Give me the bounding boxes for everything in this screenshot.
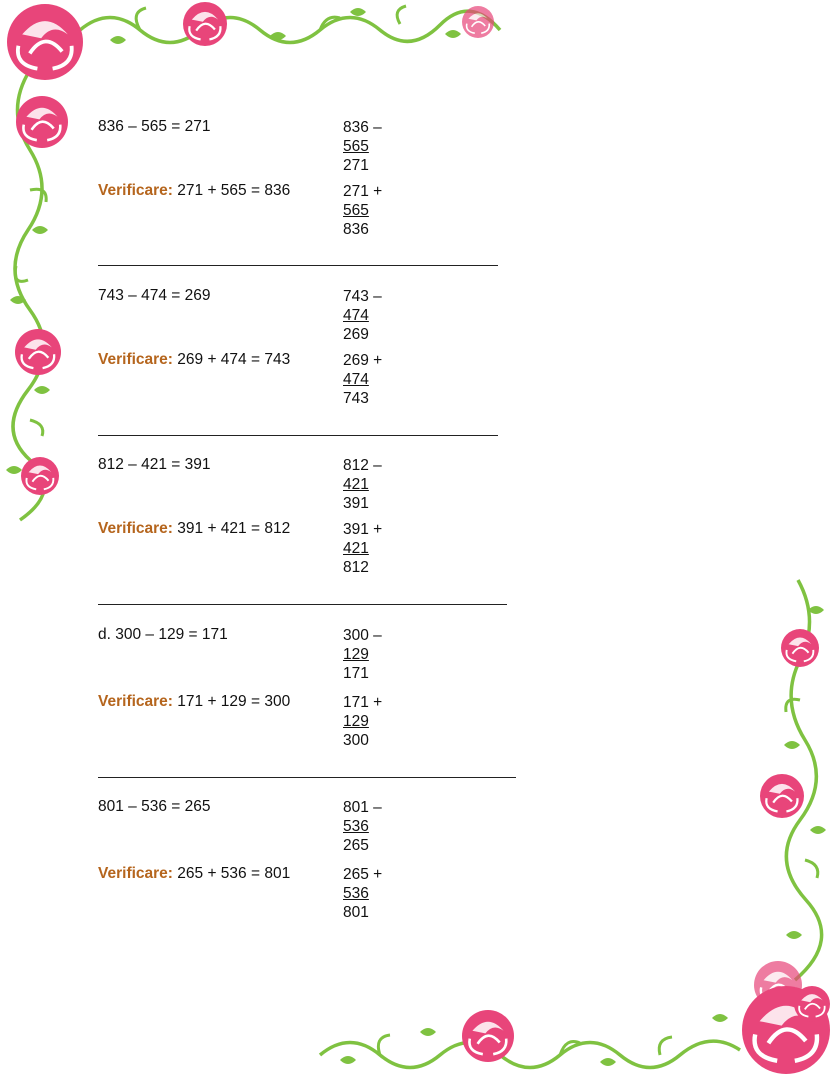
verification-equation: 265 + 536 = 801 xyxy=(177,865,291,882)
difference: 171 xyxy=(343,665,369,682)
subtrahend: 474 xyxy=(343,307,369,324)
sum: 801 xyxy=(343,904,369,921)
difference: 269 xyxy=(343,326,369,343)
verification-equation: 171 + 129 = 300 xyxy=(177,693,291,710)
equation: 812 – 421 = 391 xyxy=(98,456,211,473)
minuend: 812 – xyxy=(343,457,382,474)
subtraction-column xyxy=(343,287,382,344)
equation: 743 – 474 = 269 xyxy=(98,287,211,304)
difference: 265 xyxy=(343,837,369,854)
separator-line xyxy=(98,435,498,436)
verification xyxy=(98,865,290,883)
verification-label: Verificare: xyxy=(98,865,173,882)
equation: d. 300 – 129 = 171 xyxy=(98,626,228,643)
subtrahend: 129 xyxy=(343,646,369,663)
addition-column xyxy=(343,520,382,577)
sum: 300 xyxy=(343,732,369,749)
subtrahend: 536 xyxy=(343,818,369,835)
subtraction-column xyxy=(343,456,382,513)
separator-line xyxy=(98,604,507,605)
minuend: 801 – xyxy=(343,799,382,816)
separator-line xyxy=(98,777,516,778)
addend: 271 + xyxy=(343,183,383,200)
subtraction-column xyxy=(343,626,382,683)
subtrahend: 565 xyxy=(343,138,369,155)
addend-underlined: 536 xyxy=(343,885,369,902)
addend: 265 + xyxy=(343,866,383,883)
equation: 801 – 536 = 265 xyxy=(98,798,211,815)
verification-label: Verificare: xyxy=(98,693,173,710)
addend-underlined: 474 xyxy=(343,371,369,388)
minuend: 743 – xyxy=(343,288,382,305)
addend-underlined: 129 xyxy=(343,713,369,730)
difference: 391 xyxy=(343,495,369,512)
subtraction-column xyxy=(343,118,382,175)
subtraction-column xyxy=(343,798,382,855)
verification-label: Verificare: xyxy=(98,520,173,537)
verification-equation: 269 + 474 = 743 xyxy=(177,351,291,368)
verification xyxy=(98,182,290,200)
sum: 743 xyxy=(343,390,369,407)
difference: 271 xyxy=(343,157,369,174)
minuend: 300 – xyxy=(343,627,382,644)
addend-underlined: 565 xyxy=(343,202,369,219)
addend: 391 + xyxy=(343,521,383,538)
separator-line xyxy=(98,265,498,266)
addend-underlined: 421 xyxy=(343,540,369,557)
verification-equation: 271 + 565 = 836 xyxy=(177,182,291,199)
addend: 269 + xyxy=(343,352,383,369)
verification xyxy=(98,351,290,369)
equation: 836 – 565 = 271 xyxy=(98,118,211,135)
addition-column xyxy=(343,182,382,239)
addition-column xyxy=(343,693,382,750)
addition-column xyxy=(343,351,382,408)
verification xyxy=(98,520,290,538)
minuend: 836 – xyxy=(343,119,382,136)
verification xyxy=(98,693,290,711)
verification-equation: 391 + 421 = 812 xyxy=(177,520,291,537)
verification-label: Verificare: xyxy=(98,182,173,199)
addend: 171 + xyxy=(343,694,383,711)
sum: 812 xyxy=(343,559,369,576)
subtrahend: 421 xyxy=(343,476,369,493)
sum: 836 xyxy=(343,221,369,238)
verification-label: Verificare: xyxy=(98,351,173,368)
addition-column xyxy=(343,865,382,922)
